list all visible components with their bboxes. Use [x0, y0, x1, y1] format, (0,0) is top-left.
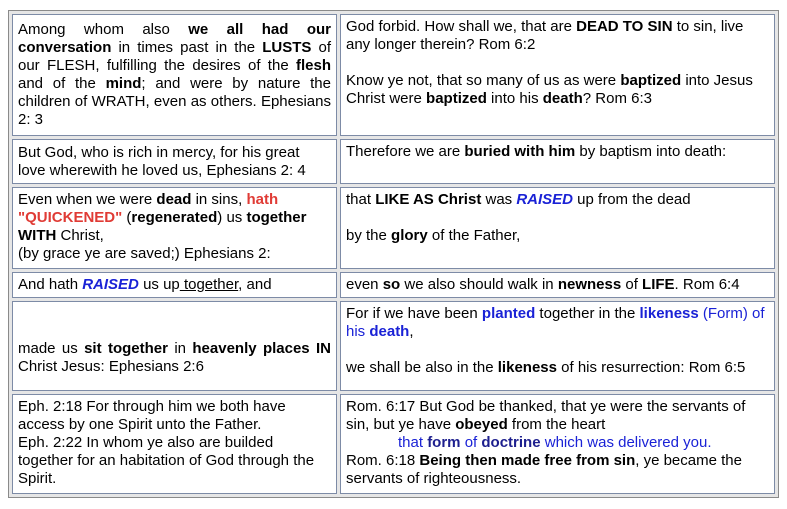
- table-cell-right: [340, 301, 775, 391]
- text: up from the dead: [573, 191, 691, 209]
- table-row: [12, 187, 775, 269]
- text: and of the: [18, 75, 106, 93]
- bold-text: sit together: [84, 340, 168, 358]
- table-row: [12, 139, 775, 184]
- table-cell-left: [12, 187, 337, 269]
- bold-text: baptized: [426, 90, 487, 107]
- text: into Jesus Christ were: [346, 72, 753, 107]
- text: ) us: [217, 209, 247, 227]
- text: that: [346, 191, 376, 209]
- text: , ye became the servants of righteousness.: [346, 452, 742, 488]
- text: of his resurrection: Rom 6:5: [556, 359, 746, 377]
- table-cell-right: [340, 272, 775, 299]
- bold-text: so: [382, 276, 401, 294]
- text: in sins,: [191, 191, 247, 209]
- table-cell-right: [340, 14, 775, 136]
- table-cell-left: [12, 14, 337, 136]
- text: was: [481, 191, 517, 209]
- bold-text: glory: [391, 227, 428, 245]
- bold-text: LUSTS: [262, 39, 312, 57]
- table-row: [12, 14, 775, 136]
- text: together in the: [535, 305, 640, 323]
- text: But God, who is rich in mercy, for his great love wherewith he loved us, Ephesians 2: 4: [18, 143, 306, 179]
- table-cell-left: [12, 272, 337, 299]
- bold-text: dead: [156, 191, 192, 209]
- blue-bold-text: planted: [481, 305, 536, 323]
- text: of the Father,: [427, 227, 521, 245]
- bold-text: buried with him: [464, 143, 576, 161]
- text: even: [346, 276, 383, 294]
- table-row: [12, 394, 775, 494]
- bold-text: death: [542, 90, 583, 107]
- scripture-table-frame: [8, 10, 779, 498]
- text: of: [621, 276, 643, 294]
- blue-bold-text: likeness: [639, 305, 699, 323]
- bold-text: we all had our conversation: [18, 21, 331, 57]
- bold-text: newness: [557, 276, 622, 294]
- text: made us: [18, 340, 85, 358]
- text: in: [167, 340, 193, 358]
- text: Eph. 2:22 In whom ye also are builded together for an habitation of God through the Spirit.: [18, 434, 315, 488]
- bold-text: likeness: [497, 359, 557, 377]
- blue-italic-text: RAISED: [82, 276, 139, 294]
- text: of our FLESH, fulfilling the desires of the: [18, 39, 331, 75]
- blue-text: that: [398, 434, 428, 452]
- text: (by grace ye are saved;) Ephesians 2:: [18, 245, 271, 263]
- text: ,: [409, 323, 414, 341]
- text: Eph. 2:18 For through him we both have access by one Spirit unto the Father.: [18, 398, 286, 434]
- bold-text: obeyed: [455, 416, 508, 434]
- text: For if we have been: [346, 305, 482, 323]
- text: God forbid. How shall we, that are: [346, 18, 577, 35]
- blue-italic-text: RAISED: [516, 191, 574, 209]
- text: Therefore we are: [346, 143, 465, 161]
- text: we also should walk in: [400, 276, 558, 294]
- text: to sin, live any longer therein? Rom 6:2: [346, 18, 744, 53]
- text: ? Rom 6:3: [582, 90, 652, 107]
- underlined-text: together: [179, 276, 239, 294]
- bold-text: heavenly places IN: [192, 340, 331, 358]
- table-cell-left: [12, 139, 337, 184]
- table-row: [12, 301, 775, 391]
- table-row: [12, 272, 775, 299]
- bold-text: regenerated: [131, 209, 218, 227]
- blue-text: (Form) of his: [346, 305, 765, 341]
- text: , and: [238, 276, 272, 294]
- bold-text: mind: [105, 75, 142, 93]
- table-cell-right: [340, 139, 775, 184]
- scripture-comparison-table: [9, 11, 778, 497]
- bold-text: baptized: [620, 72, 682, 89]
- bold-text: DEAD TO SIN: [576, 18, 673, 35]
- bold-text: Being then made free from sin: [419, 452, 636, 470]
- table-cell-right: [340, 187, 775, 269]
- blue-bold-text: death: [369, 323, 410, 341]
- blue-text: which was delivered you.: [540, 434, 712, 452]
- text: Christ,: [56, 227, 104, 245]
- text: us up: [138, 276, 180, 294]
- text: by baptism into death:: [575, 143, 727, 161]
- bold-text: together WITH: [18, 209, 307, 245]
- table-cell-left: [12, 394, 337, 494]
- text: (: [122, 209, 132, 227]
- text: And hath: [18, 276, 83, 294]
- bold-text: LIKE AS Christ: [375, 191, 482, 209]
- navy-bold-text: form: [427, 434, 461, 452]
- text: we shall be also in the: [346, 359, 498, 377]
- text: by the: [346, 227, 392, 245]
- text: ; and were by nature the children of WRATH, even as others. Ephesians 2: 3: [18, 75, 331, 129]
- red-bold-text: hath "QUICKENED": [18, 191, 279, 227]
- navy-bold-text: doctrine: [481, 434, 541, 452]
- bold-text: flesh: [295, 57, 331, 75]
- blue-text: of: [460, 434, 482, 452]
- text: in times past in the: [111, 39, 263, 57]
- text: into his: [486, 90, 543, 107]
- text: . Rom 6:4: [674, 276, 740, 294]
- text: Even when we were: [18, 191, 157, 209]
- table-cell-right: [340, 394, 775, 494]
- text: Rom. 6:17 But God be thanked, that ye were the servants of sin, but ye have: [346, 398, 746, 434]
- text: Among whom also: [18, 21, 189, 39]
- text: from the heart: [507, 416, 606, 434]
- text: Rom. 6:18: [346, 452, 420, 470]
- text: Christ Jesus: Ephesians 2:6: [18, 358, 204, 376]
- text: Know ye not, that so many of us as were: [346, 72, 621, 89]
- table-cell-left: [12, 301, 337, 391]
- bold-text: LIFE: [642, 276, 675, 294]
